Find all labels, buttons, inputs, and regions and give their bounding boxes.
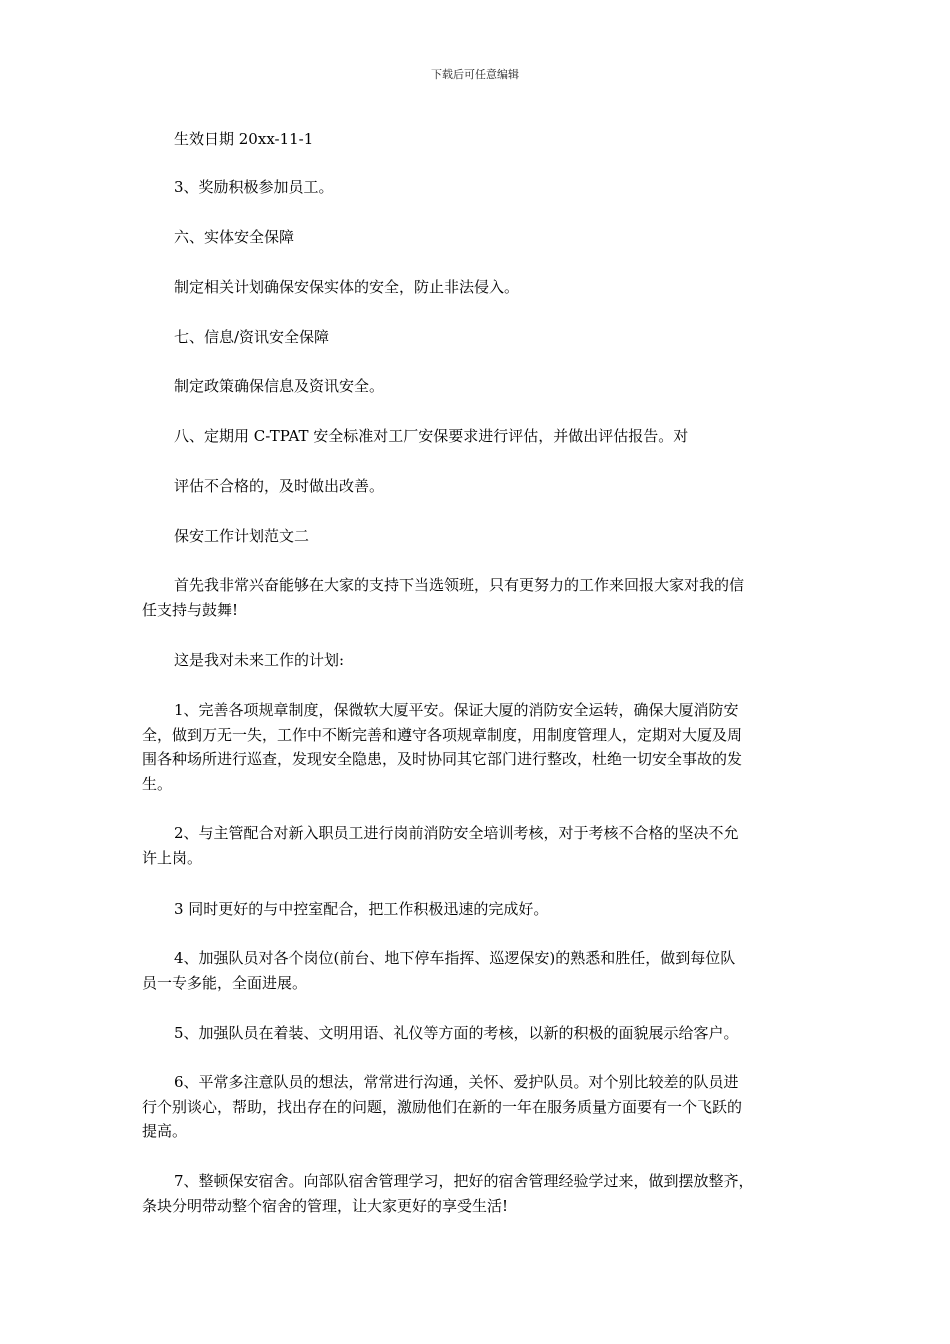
plan-1-paragraph	[142, 698, 822, 796]
plan-1-line: 1、完善各项规章制度，保微软大厦平安。保证大厦的消防安全运转，确保大厦消防安	[174, 701, 739, 719]
section-6-title: 六、实体安全保障	[174, 228, 295, 246]
intro-paragraph	[142, 573, 822, 622]
plan-3: 3 同时更好的与中控室配合，把工作积极迅速的完成好。	[174, 900, 549, 918]
plan-2-paragraph	[142, 821, 822, 870]
plan-4-line: 员一专多能，全面进展。	[142, 973, 308, 992]
sample-2-title: 保安工作计划范文二	[174, 527, 310, 545]
item-3: 3、奖励积极参加员工。	[174, 178, 334, 196]
plan-lead: 这是我对未来工作的计划:	[174, 651, 345, 669]
plan-6-line: 6、平常多注意队员的想法，常常进行沟通，关怀、爱护队员。对个别比较差的队员进	[174, 1073, 739, 1091]
section-7-text: 制定政策确保信息及资讯安全。	[174, 377, 385, 395]
section-6-text: 制定相关计划确保安保实体的安全，防止非法侵入。	[174, 278, 520, 296]
intro-line-2: 任支持与鼓舞!	[142, 600, 239, 619]
section-8-line-2: 评估不合格的，及时做出改善。	[174, 477, 385, 495]
effective-date: 生效日期 20xx-11-1	[174, 130, 314, 148]
header-note: 下载后可任意编辑	[431, 68, 519, 81]
plan-4-paragraph	[142, 946, 822, 995]
plan-4-line: 4、加强队员对各个岗位(前台、地下停车指挥、巡逻保安)的熟悉和胜任，做到每位队	[174, 949, 736, 967]
plan-6-line: 提高。	[142, 1122, 188, 1140]
section-7-title: 七、信息/资讯安全保障	[174, 328, 330, 346]
plan-5: 5、加强队员在着装、文明用语、礼仪等方面的考核，以新的积极的面貌展示给客户。	[174, 1024, 739, 1042]
plan-1-line: 生。	[142, 774, 173, 793]
plan-6-line: 行个别谈心，帮助，找出存在的问题，激励他们在新的一年在服务质量方面要有一个飞跃的	[142, 1097, 743, 1116]
plan-2-line: 许上岗。	[142, 848, 203, 867]
plan-1-line: 全，做到万无一失，工作中不断完善和遵守各项规章制度，用制度管理人，定期对大厦及周	[142, 725, 743, 744]
plan-7-paragraph	[142, 1169, 822, 1218]
plan-7-line: 7、整顿保安宿舍。向部队宿舍管理学习，把好的宿舍管理经验学过来，做到摆放整齐，	[174, 1172, 754, 1190]
plan-7-line: 条块分明带动整个宿舍的管理，让大家更好的享受生活!	[142, 1196, 509, 1215]
plan-6-paragraph	[142, 1070, 822, 1144]
plan-1-line: 围各种场所进行巡查，发现安全隐患，及时协同其它部门进行整改，杜绝一切安全事故的发	[142, 750, 743, 768]
plan-2-line: 2、与主管配合对新入职员工进行岗前消防安全培训考核，对于考核不合格的坚决不允	[174, 824, 739, 842]
section-8-line-1: 八、定期用 C-TPAT 安全标准对工厂安保要求进行评估，并做出评估报告。对	[174, 427, 689, 445]
intro-line-1: 首先我非常兴奋能够在大家的支持下当选领班，只有更努力的工作来回报大家对我的信	[174, 576, 745, 594]
